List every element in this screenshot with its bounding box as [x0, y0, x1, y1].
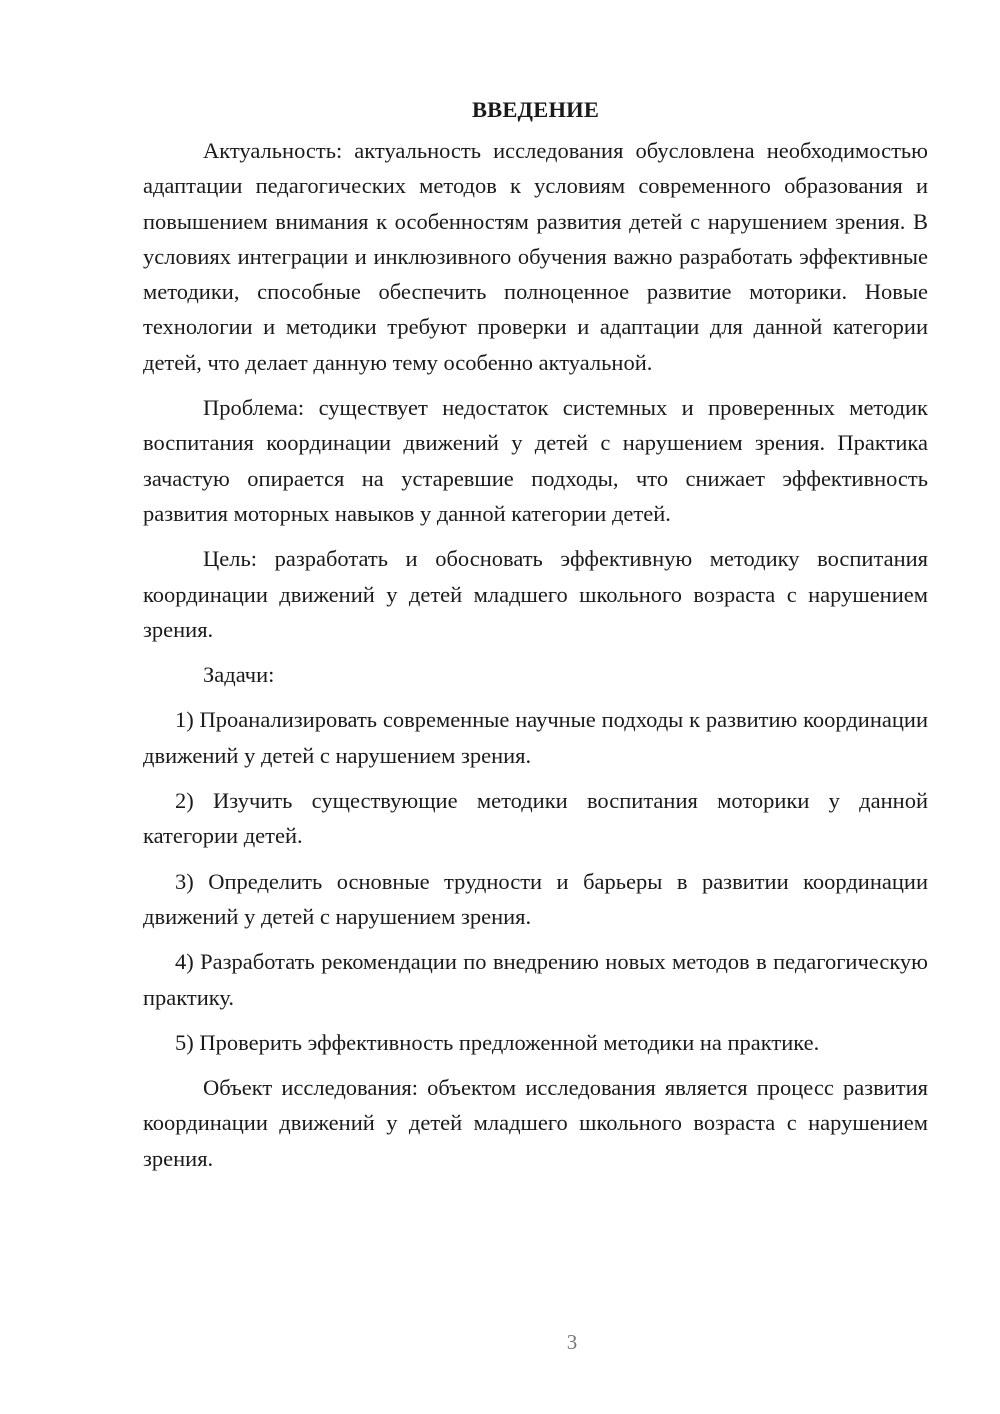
paragraph-problem: Проблема: существует недостаток системных и проверенных методик воспитания координации движений у детей с нарушением зрения. Практика зачастую опирается на устаревшие подходы, что снижает эффективность развития моторных навыков у данной категории детей.: [143, 395, 928, 526]
task-item-5: 5) Проверить эффективность предложенной методики на практике.: [175, 1029, 820, 1055]
page-content: [143, 92, 928, 1176]
page-number: 3: [566, 1330, 578, 1354]
task-item-3: 3) Определить основные трудности и барьеры в развитии координации движений у детей с нарушением зрения.: [143, 868, 928, 929]
paragraph-goal: Цель: разработать и обосновать эффективную методику воспитания координации движений у детей младшего школьного возраста с нарушением зрения.: [143, 546, 928, 642]
tasks-heading: Задачи:: [203, 662, 275, 688]
task-item-2: 2) Изучить существующие методики воспитания моторики у данной категории детей.: [143, 788, 928, 849]
task-item-4: 4) Разработать рекомендации по внедрению новых методов в педагогическую практику.: [143, 949, 928, 1010]
paragraph-relevance: Актуальность: актуальность исследования обусловлена необходимостью адаптации педагогических методов к условиям современного образования и повышением внимания к особенностям развития детей с нарушением зрения. В условиях интеграции и инклюзивного обучения важно разработать эффективные методики, способные обеспечить полноценное развитие моторики. Новые технологии и методики требуют проверки и адаптации для данной категории детей, что делает данную тему особенно актуальной.: [143, 138, 928, 375]
section-title: ВВЕДЕНИЕ: [471, 97, 600, 122]
paragraph-object: Объект исследования: объектом исследования является процесс развития координации движений у детей младшего школьного возраста с нарушением зрения.: [143, 1075, 928, 1171]
task-item-1: 1) Проанализировать современные научные подходы к развитию координации движений у детей с нарушением зрения.: [143, 707, 928, 768]
